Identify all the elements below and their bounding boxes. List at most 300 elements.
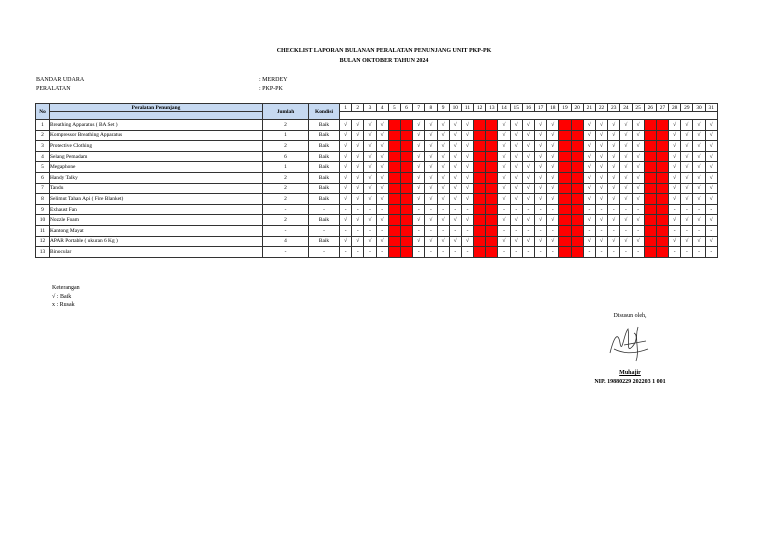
day-cell: - [413,225,425,236]
day-cell: √ [595,151,607,162]
day-cell: √ [608,215,620,226]
day-cell: √ [364,141,376,152]
day-cell: √ [352,120,364,131]
row-equipment-name: Exhaust Fan [50,204,263,215]
day-cell: - [510,204,522,215]
day-cell: √ [364,130,376,141]
day-cell: √ [705,236,717,247]
day-cell: √ [547,183,559,194]
day-cell: √ [535,120,547,131]
header-day: 4 [376,104,388,112]
row-kondisi: Baik [309,183,340,194]
day-cell: √ [620,151,632,162]
header-peralatan-spacer [50,112,263,120]
day-cell: √ [620,141,632,152]
day-cell: √ [669,120,681,131]
day-cell-off [656,151,668,162]
row-kondisi: - [309,247,340,258]
day-cell: - [461,204,473,215]
day-cell: √ [583,120,595,131]
day-cell: √ [632,172,644,183]
day-cell: √ [693,215,705,226]
day-cell-off [571,215,583,226]
day-cell-off [486,120,498,131]
day-cell: - [632,225,644,236]
day-cell: √ [340,236,352,247]
day-cell: √ [413,183,425,194]
day-cell: - [352,225,364,236]
header-day-spacer [340,112,718,120]
day-cell: √ [547,130,559,141]
row-kondisi: - [309,204,340,215]
row-equipment-name: APAR Portable ( ukuran 6 Kg ) [50,236,263,247]
day-cell: √ [364,162,376,173]
day-cell: √ [449,162,461,173]
day-cell: - [535,247,547,258]
day-cell: √ [705,162,717,173]
day-cell-off [388,130,400,141]
day-cell: √ [413,236,425,247]
day-cell-off [644,162,656,173]
day-cell: - [681,225,693,236]
day-cell: √ [632,162,644,173]
day-cell-off [559,204,571,215]
day-cell: √ [510,215,522,226]
header-day: 5 [388,104,400,112]
legend-bad: x : Rusak [52,302,75,308]
day-cell: √ [547,215,559,226]
table-row [36,141,718,152]
day-cell: √ [498,120,510,131]
day-cell-off [571,194,583,205]
day-cell: - [461,247,473,258]
day-cell: - [498,247,510,258]
day-cell: √ [693,172,705,183]
day-cell-off [571,162,583,173]
header-day: 18 [547,104,559,112]
day-cell: √ [547,151,559,162]
day-cell: √ [425,130,437,141]
day-cell: √ [425,236,437,247]
row-kondisi: Baik [309,194,340,205]
day-cell-off [388,141,400,152]
day-cell: √ [681,141,693,152]
day-cell: - [608,204,620,215]
header-day: 21 [583,104,595,112]
day-cell-off [656,120,668,131]
row-equipment-name: Selimut Tahan Api ( Fire Blanket) [50,194,263,205]
day-cell-off [486,183,498,194]
day-cell: √ [608,120,620,131]
header-day: 7 [413,104,425,112]
day-cell-off [388,236,400,247]
row-kondisi: Baik [309,236,340,247]
row-kondisi: - [309,225,340,236]
day-cell: √ [352,151,364,162]
day-cell: √ [498,151,510,162]
day-cell: √ [498,194,510,205]
day-cell-off [400,215,412,226]
day-cell: - [681,247,693,258]
day-cell: √ [364,183,376,194]
day-cell-off [400,151,412,162]
day-cell: √ [535,236,547,247]
day-cell: √ [376,236,388,247]
day-cell: √ [583,162,595,173]
table-row [36,151,718,162]
day-cell: √ [437,130,449,141]
row-jumlah: 4 [263,236,309,247]
day-cell: √ [693,141,705,152]
day-cell: √ [583,141,595,152]
day-cell: √ [376,141,388,152]
signature-image [604,323,652,365]
day-cell: √ [669,141,681,152]
day-cell: √ [340,172,352,183]
day-cell: - [693,225,705,236]
day-cell: √ [632,215,644,226]
day-cell: - [535,225,547,236]
day-cell-off [644,151,656,162]
day-cell: √ [425,194,437,205]
bandar-udara-value: : MERDEY [259,77,288,83]
day-cell: √ [425,162,437,173]
day-cell: √ [595,236,607,247]
day-cell: √ [413,141,425,152]
day-cell: √ [681,120,693,131]
day-cell-off [571,151,583,162]
day-cell: √ [510,162,522,173]
day-cell: √ [632,183,644,194]
day-cell: √ [632,130,644,141]
day-cell: √ [376,215,388,226]
day-cell: √ [376,183,388,194]
header-day: 31 [705,104,717,112]
day-cell: √ [498,162,510,173]
day-cell: √ [632,151,644,162]
day-cell: √ [364,151,376,162]
day-cell: - [681,204,693,215]
day-cell-off [644,183,656,194]
day-cell-off [400,194,412,205]
day-cell: √ [535,172,547,183]
day-cell: √ [461,151,473,162]
day-cell: √ [681,162,693,173]
day-cell-off [388,183,400,194]
day-cell-off [400,247,412,258]
day-cell-off [644,204,656,215]
row-jumlah: 2 [263,183,309,194]
day-cell: √ [693,162,705,173]
day-cell: √ [583,130,595,141]
row-jumlah: 2 [263,141,309,152]
day-cell: √ [510,236,522,247]
table-row [36,204,718,215]
day-cell: √ [583,194,595,205]
row-jumlah: 2 [263,194,309,205]
day-cell-off [559,151,571,162]
day-cell: √ [352,172,364,183]
table-row [36,172,718,183]
day-cell: √ [705,183,717,194]
day-cell: - [547,204,559,215]
day-cell: - [352,247,364,258]
day-cell: - [535,204,547,215]
day-cell-off [571,183,583,194]
row-equipment-name: Kantong Mayat [50,225,263,236]
day-cell: √ [461,120,473,131]
day-cell-off [571,236,583,247]
row-jumlah: 2 [263,120,309,131]
row-kondisi: Baik [309,151,340,162]
peralatan-label: PERALATAN [36,86,71,92]
day-cell: √ [632,236,644,247]
day-cell: √ [437,215,449,226]
header-row [36,104,718,112]
day-cell: √ [449,236,461,247]
day-cell: - [608,247,620,258]
day-cell: √ [340,194,352,205]
table-row [36,225,718,236]
day-cell-off [486,130,498,141]
header-day: 28 [669,104,681,112]
day-cell: - [547,225,559,236]
row-jumlah: - [263,204,309,215]
day-cell-off [400,162,412,173]
day-cell: √ [413,151,425,162]
day-cell: √ [669,194,681,205]
header-day: 24 [620,104,632,112]
day-cell: √ [608,172,620,183]
day-cell: √ [461,183,473,194]
table-row [36,130,718,141]
day-cell: √ [705,130,717,141]
row-equipment-name: Selang Pemadam [50,151,263,162]
day-cell: √ [449,130,461,141]
day-cell-off [486,225,498,236]
day-cell: - [705,225,717,236]
day-cell: √ [376,120,388,131]
day-cell: √ [425,120,437,131]
day-cell: - [522,247,534,258]
day-cell-off [474,162,486,173]
day-cell: √ [669,183,681,194]
row-jumlah: 1 [263,130,309,141]
header-day: 3 [364,104,376,112]
day-cell: √ [693,120,705,131]
day-cell: - [425,225,437,236]
day-cell-off [400,236,412,247]
header-day: 23 [608,104,620,112]
row-no: 2 [36,130,50,141]
day-cell: √ [376,162,388,173]
day-cell: √ [547,194,559,205]
day-cell-off [644,141,656,152]
day-cell: - [547,247,559,258]
day-cell: √ [498,172,510,183]
day-cell: - [461,225,473,236]
day-cell-off [656,172,668,183]
day-cell: √ [681,151,693,162]
day-cell: √ [608,130,620,141]
day-cell-off [474,225,486,236]
header-jumlah: Jumlah [263,104,309,120]
day-cell: √ [498,215,510,226]
day-cell: √ [364,236,376,247]
day-cell: √ [608,236,620,247]
day-cell: √ [522,236,534,247]
header-day: 26 [644,104,656,112]
day-cell: √ [425,215,437,226]
day-cell: √ [547,141,559,152]
day-cell-off [644,225,656,236]
day-cell-off [644,130,656,141]
day-cell-off [400,130,412,141]
day-cell-off [388,120,400,131]
row-jumlah: - [263,247,309,258]
day-cell: √ [461,236,473,247]
header-day: 2 [352,104,364,112]
day-cell: - [510,225,522,236]
day-cell: √ [632,120,644,131]
day-cell: √ [413,162,425,173]
header-day: 9 [437,104,449,112]
legend [52,284,80,310]
day-cell-off [388,247,400,258]
day-cell-off [400,204,412,215]
header-day: 14 [498,104,510,112]
day-cell: - [437,225,449,236]
row-kondisi: Baik [309,215,340,226]
day-cell-off [400,225,412,236]
day-cell-off [474,120,486,131]
day-cell: √ [522,194,534,205]
day-cell: - [364,225,376,236]
day-cell: √ [498,141,510,152]
day-cell: √ [608,162,620,173]
day-cell: - [583,247,595,258]
day-cell: √ [547,120,559,131]
day-cell: - [620,204,632,215]
header-day: 15 [510,104,522,112]
day-cell-off [474,236,486,247]
day-cell: √ [340,120,352,131]
day-cell-off [559,172,571,183]
day-cell: √ [449,172,461,183]
day-cell: √ [413,130,425,141]
row-equipment-name: Megaphone [50,162,263,173]
row-no: 9 [36,204,50,215]
day-cell: √ [425,183,437,194]
day-cell: - [693,247,705,258]
day-cell-off [400,183,412,194]
day-cell: √ [693,151,705,162]
day-cell-off [571,130,583,141]
row-no: 10 [36,215,50,226]
day-cell: - [510,247,522,258]
day-cell: - [376,225,388,236]
table-body [36,120,718,258]
day-cell-off [559,162,571,173]
day-cell: √ [498,183,510,194]
day-cell-off [644,194,656,205]
day-cell-off [400,172,412,183]
day-cell-off [388,172,400,183]
day-cell-off [559,247,571,258]
day-cell: √ [510,141,522,152]
day-cell: √ [522,130,534,141]
day-cell: √ [693,194,705,205]
header-day: 29 [681,104,693,112]
day-cell: √ [425,141,437,152]
day-cell-off [656,183,668,194]
day-cell-off [388,194,400,205]
day-cell: √ [595,172,607,183]
day-cell: √ [705,141,717,152]
header-day: 27 [656,104,668,112]
day-cell: √ [376,151,388,162]
day-cell: √ [376,130,388,141]
day-cell-off [388,215,400,226]
day-cell: √ [595,215,607,226]
row-equipment-name: Breathing Apparatus ( BA Set ) [50,120,263,131]
day-cell-off [559,141,571,152]
day-cell: √ [632,141,644,152]
table-header [36,104,718,120]
day-cell-off [644,247,656,258]
day-cell: - [632,204,644,215]
day-cell: √ [352,194,364,205]
day-cell: √ [510,151,522,162]
row-equipment-name: Nozzle Foam [50,215,263,226]
day-cell: √ [583,183,595,194]
day-cell: √ [510,172,522,183]
day-cell: √ [620,162,632,173]
day-cell: √ [461,215,473,226]
table-row [36,247,718,258]
day-cell-off [388,162,400,173]
day-cell-off [486,162,498,173]
day-cell-off [571,225,583,236]
header-no: No [36,104,50,120]
day-cell-off [400,141,412,152]
day-cell: √ [681,130,693,141]
report-title: CHECKLIST LAPORAN BULANAN PERALATAN PENUNJANG UNIT PKP-PK [276,48,492,54]
day-cell: √ [522,183,534,194]
day-cell: √ [437,162,449,173]
day-cell: √ [620,172,632,183]
day-cell: √ [340,215,352,226]
day-cell: √ [535,130,547,141]
day-cell: √ [620,130,632,141]
day-cell: √ [364,120,376,131]
day-cell-off [656,215,668,226]
day-cell-off [474,130,486,141]
day-cell: √ [340,141,352,152]
day-cell: √ [449,194,461,205]
row-kondisi: Baik [309,120,340,131]
peralatan-value: : PKP-PK [259,86,283,92]
day-cell: √ [340,162,352,173]
row-jumlah: - [263,225,309,236]
day-cell: √ [705,172,717,183]
row-no: 4 [36,151,50,162]
header-day: 17 [535,104,547,112]
day-cell: √ [461,130,473,141]
day-cell: √ [705,194,717,205]
day-cell-off [388,204,400,215]
day-cell: √ [681,215,693,226]
